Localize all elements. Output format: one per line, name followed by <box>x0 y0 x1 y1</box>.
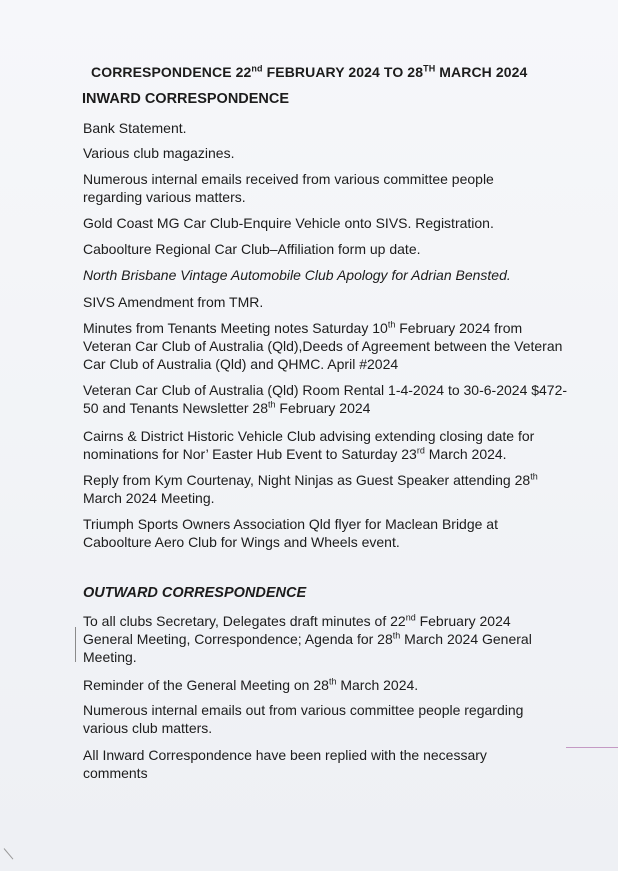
outward-heading: OUTWARD CORRESPONDENCE <box>83 585 307 601</box>
margin-mark <box>75 627 76 662</box>
inward-item: Cairns & District Historic Vehicle Club advising extending closing date for nominations for Nor’ Easter Hub Event to Saturday 23rd March 2024. <box>83 428 535 462</box>
inward-item: Bank Statement. <box>83 120 187 136</box>
inward-item: Veteran Car Club of Australia (Qld) Room Rental 1-4-2024 to 30-6-2024 $472-50 and Tenants Newsletter 28th February 2024 <box>83 382 568 416</box>
outward-item: Reminder of the General Meeting on 28th March 2024. <box>83 676 419 693</box>
inward-item: Numerous internal emails received from various committee people regarding various matters. <box>83 171 494 205</box>
outward-item: Numerous internal emails out from various committee people regarding various club matters. <box>83 702 524 736</box>
inward-item: Reply from Kym Courtenay, Night Ninjas as Guest Speaker attending 28th March 2024 Meeting. <box>83 471 538 506</box>
inward-item: Gold Coast MG Car Club-Enquire Vehicle onto SIVS. Registration. <box>83 215 494 231</box>
page-crease <box>4 848 14 859</box>
page-title: CORRESPONDENCE 22nd FEBRUARY 2024 TO 28TH MARCH 2024 <box>91 63 528 80</box>
outward-item: All Inward Correspondence have been replied with the necessary comments <box>83 747 487 781</box>
inward-item: North Brisbane Vintage Automobile Club Apology for Adrian Bensted. <box>83 267 511 283</box>
outward-item: To all clubs Secretary, Delegates draft minutes of 22nd February 2024 General Meeting, Correspondence; Agenda for 28th March 2024 General Meeting. <box>83 612 532 665</box>
inward-item: Triumph Sports Owners Association Qld flyer for Maclean Bridge at Caboolture Aero Club for Wings and Wheels event. <box>83 516 498 550</box>
inward-item: Caboolture Regional Car Club–Affiliation form up date. <box>83 241 421 257</box>
inward-item: SIVS Amendment from TMR. <box>83 294 264 310</box>
inward-heading: INWARD CORRESPONDENCE <box>82 91 290 107</box>
inward-item: Various club magazines. <box>83 145 235 161</box>
inward-item: Minutes from Tenants Meeting notes Saturday 10th February 2024 from Veteran Car Club of Australia (Qld),Deeds of Agreement between the Veteran Car Club of Australia (Qld) and QHMC. April #2024 <box>83 319 563 372</box>
pen-mark <box>566 747 618 748</box>
